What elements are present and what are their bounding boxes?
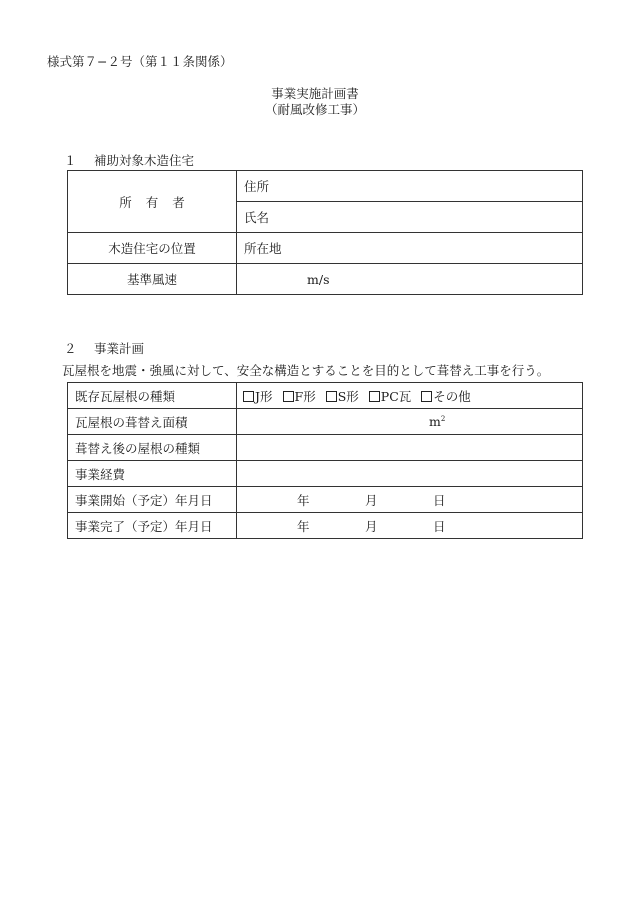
section1-heading bbox=[64, 151, 194, 169]
wind-unit: m/s bbox=[307, 271, 330, 287]
cost-label-cell bbox=[68, 461, 237, 487]
end-day-label: 日 bbox=[433, 518, 446, 534]
new-roof-label-cell bbox=[68, 435, 237, 461]
new-roof-cell[interactable] bbox=[237, 435, 583, 461]
table-row bbox=[68, 264, 583, 295]
owner-name-cell[interactable] bbox=[237, 202, 583, 233]
start-month-label: 月 bbox=[365, 492, 378, 508]
location-cell[interactable] bbox=[237, 233, 583, 264]
area-label: 瓦屋根の葺替え面積 bbox=[75, 414, 188, 430]
section2-heading bbox=[64, 339, 144, 357]
start-date-label: 事業開始（予定）年月日 bbox=[75, 492, 213, 508]
location-label: 木造住宅の位置 bbox=[108, 241, 196, 256]
checkbox-icon[interactable] bbox=[243, 391, 254, 402]
table-row bbox=[68, 233, 583, 264]
checkbox-icon[interactable] bbox=[326, 391, 337, 402]
end-year-label: 年 bbox=[297, 518, 310, 534]
cost-label: 事業経費 bbox=[75, 466, 126, 482]
start-date-cell[interactable] bbox=[237, 487, 583, 513]
table-row bbox=[68, 409, 583, 435]
purpose-statement: 瓦屋根を地震・強風に対して、安全な構造とすることを目的として葺替え工事を行う。 bbox=[62, 363, 550, 378]
section2-number: ２ bbox=[64, 341, 77, 356]
wind-speed-cell[interactable] bbox=[237, 264, 583, 295]
document-title: 事業実施計画書 bbox=[271, 86, 359, 101]
area-cell[interactable] bbox=[237, 409, 583, 435]
roof-option-j[interactable]: J形 bbox=[243, 387, 273, 405]
table-row bbox=[68, 487, 583, 513]
owner-address-cell[interactable] bbox=[237, 171, 583, 202]
table-row bbox=[68, 461, 583, 487]
checkbox-icon[interactable] bbox=[421, 391, 432, 402]
table-row bbox=[68, 435, 583, 461]
section1-title: 補助対象木造住宅 bbox=[94, 153, 195, 168]
roof-option-s[interactable]: S形 bbox=[326, 387, 359, 405]
name-label: 氏名 bbox=[244, 210, 270, 225]
end-date-label-cell bbox=[68, 513, 237, 539]
area-unit: $m^2$ bbox=[429, 414, 446, 429]
project-plan-table bbox=[67, 382, 583, 539]
owner-label: 所有者 bbox=[119, 194, 199, 210]
roof-type-label-cell bbox=[68, 383, 237, 409]
document-subtitle: （耐風改修工事） bbox=[264, 102, 365, 117]
end-date-label: 事業完了（予定）年月日 bbox=[75, 518, 213, 534]
section2-title: 事業計画 bbox=[94, 341, 145, 356]
location-label-cell bbox=[68, 233, 237, 264]
checkbox-icon[interactable] bbox=[283, 391, 294, 402]
start-year-label: 年 bbox=[297, 492, 310, 508]
table-row bbox=[68, 513, 583, 539]
target-house-table bbox=[67, 170, 583, 295]
location-field-label: 所在地 bbox=[244, 241, 282, 256]
start-day-label: 日 bbox=[433, 492, 446, 508]
roof-option-pc[interactable]: PC瓦 bbox=[369, 387, 411, 405]
section1-number: １ bbox=[64, 153, 77, 168]
roof-type-options-cell bbox=[237, 383, 583, 409]
roof-option-other[interactable]: その他 bbox=[421, 387, 471, 405]
table-row bbox=[68, 171, 583, 202]
end-date-cell[interactable] bbox=[237, 513, 583, 539]
form-number: 様式第７−２号（第１１条関係） bbox=[47, 54, 233, 69]
end-month-label: 月 bbox=[365, 518, 378, 534]
cost-cell[interactable] bbox=[237, 461, 583, 487]
roof-type-label: 既存瓦屋根の種類 bbox=[75, 388, 176, 404]
wind-speed-label: 基準風速 bbox=[126, 272, 177, 287]
table-row bbox=[68, 383, 583, 409]
wind-label-cell bbox=[68, 264, 237, 295]
checkbox-icon[interactable] bbox=[369, 391, 380, 402]
area-label-cell bbox=[68, 409, 237, 435]
owner-label-cell bbox=[68, 171, 237, 233]
roof-option-f[interactable]: F形 bbox=[283, 387, 316, 405]
new-roof-label: 葺替え後の屋根の種類 bbox=[75, 440, 201, 456]
address-label: 住所 bbox=[244, 179, 270, 194]
start-date-label-cell bbox=[68, 487, 237, 513]
